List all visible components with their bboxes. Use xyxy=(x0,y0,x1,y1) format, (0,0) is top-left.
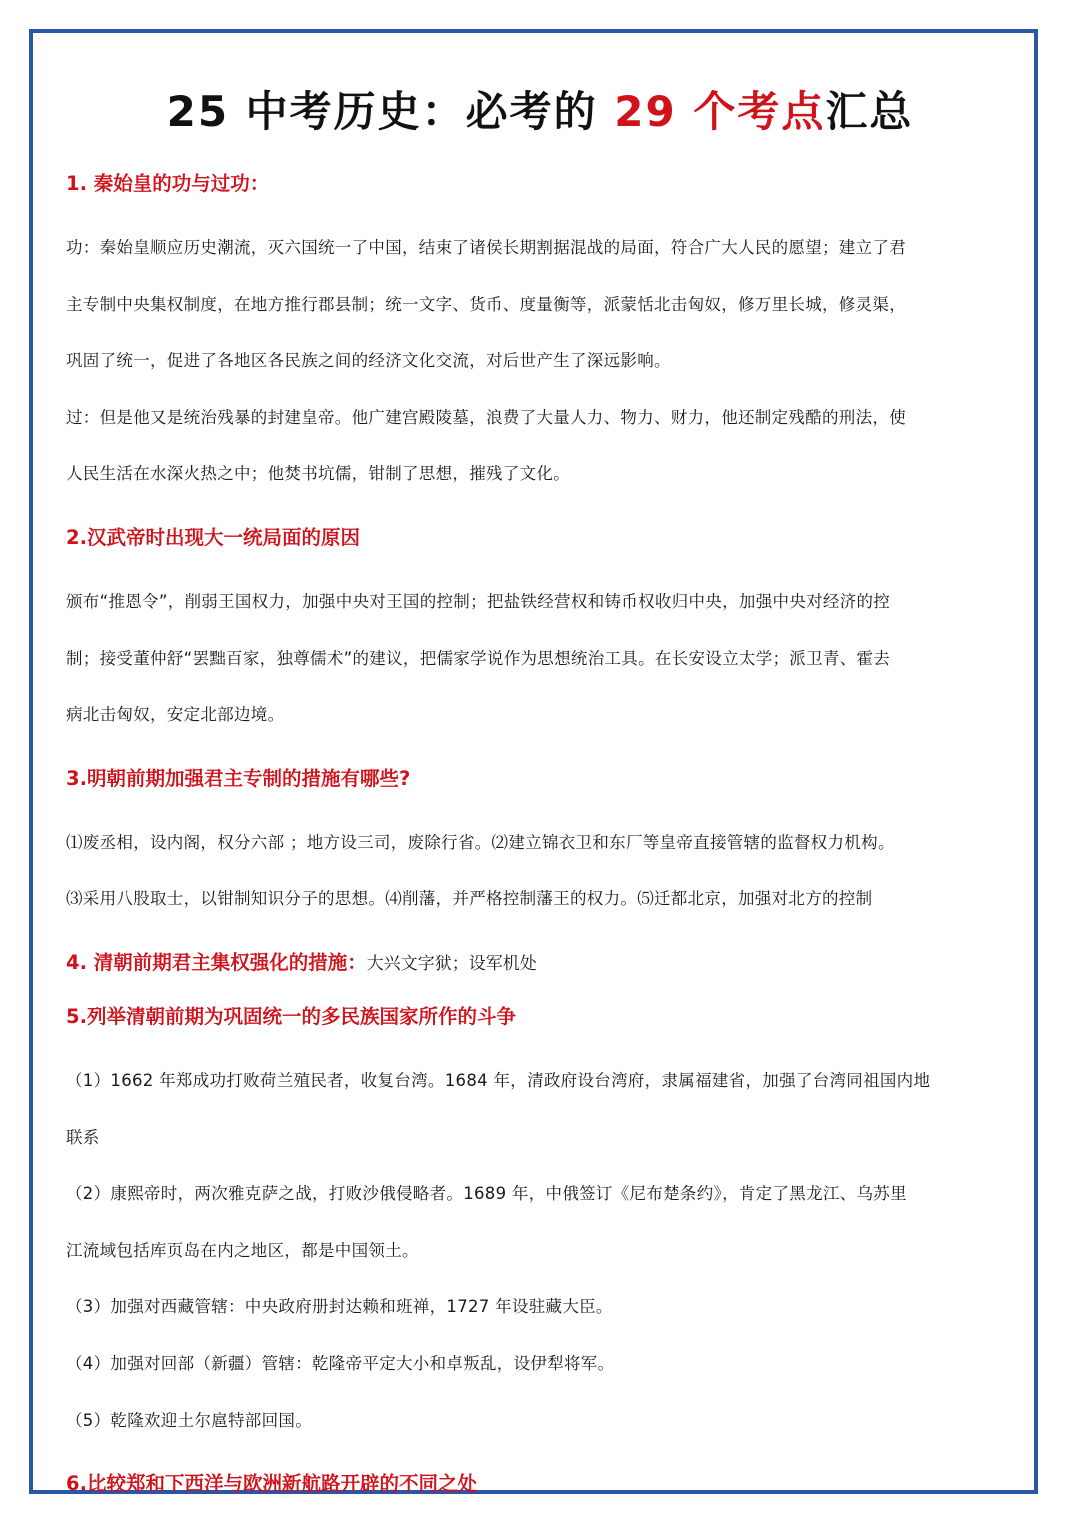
section-4-text: 大兴文字狱；设军机处 xyxy=(366,953,537,974)
section-5-line: （5）乾隆欢迎土尔扈特部回国。 xyxy=(66,1410,312,1430)
title-prefix: 25 中考历史：必考的 xyxy=(166,87,615,136)
section-2-heading: 2.汉武帝时出现大一统局面的原因 xyxy=(66,525,360,549)
section-3-line: ⑴废丞相，设内阁，权分六部 ；地方设三司，废除行省。⑵建立锦衣卫和东厂等皇帝直接管辖的监督权力机构。 xyxy=(66,832,895,852)
section-5-line: 联系 xyxy=(66,1127,100,1147)
section-1-heading: 1. 秦始皇的功与过功： xyxy=(66,172,270,195)
section-5-line: （4）加强对回部（新疆）管辖：乾隆帝平定大小和卓叛乱，设伊犁将军。 xyxy=(66,1353,615,1373)
section-2-line: 病北击匈奴，安定北部边境。 xyxy=(66,705,285,725)
page-title xyxy=(0,84,1080,140)
section-5-line: （3）加强对西藏管辖：中央政府册封达赖和班禅，1727 年设驻藏大臣。 xyxy=(66,1297,613,1317)
section-5-heading: 5.列举清朝前期为巩固统一的多民族国家所作的斗争 xyxy=(66,1004,516,1028)
section-1-line: 人民生活在水深火热之中；他焚书坑儒，钳制了思想，摧残了文化。 xyxy=(66,464,570,484)
section-3-heading: 3.明朝前期加强君主专制的措施有哪些? xyxy=(66,766,411,790)
section-5-line: 江流域包括库页岛在内之地区，都是中国领土。 xyxy=(66,1240,419,1260)
section-1-line: 巩固了统一，促进了各地区各民族之间的经济文化交流，对后世产生了深远影响。 xyxy=(66,351,671,371)
section-1-line: 主专制中央集权制度，在地方推行郡县制；统一文字、货币、度量衡等，派蒙恬北击匈奴，修万里长城，修灵渠， xyxy=(66,294,906,314)
section-5-line: （2）康熙帝时，两次雅克萨之战，打败沙俄侵略者。1689 年，中俄签订《尼布楚条约》，肯定了黑龙江、乌苏里 xyxy=(66,1184,907,1204)
section-1-line: 功：秦始皇顺应历史潮流，灭六国统一了中国，结束了诸侯长期割据混战的局面，符合广大人民的愿望；建立了君 xyxy=(66,238,906,257)
document-body xyxy=(66,164,1018,1503)
section-4-heading xyxy=(66,943,1018,982)
section-5-line: （1）1662 年郑成功打败荷兰殖民者，收复台湾。1684 年，清政府设台湾府，隶属福建省，加强了台湾同祖国内地 xyxy=(66,1070,931,1090)
title-suffix: 汇总 xyxy=(825,87,914,136)
section-2-line: 制；接受董仲舒“罢黜百家，独尊儒术”的建议，把儒家学说作为思想统治工具。在长安设立太学；派卫青、霍去 xyxy=(66,648,891,668)
section-4-title: 4. 清朝前期君主集权强化的措施： xyxy=(66,950,367,974)
section-2-line: 颁布“推恩令”，削弱王国权力，加强中央对王国的控制；把盐铁经营权和铸币权收归中央，加强中央对经济的控 xyxy=(66,591,891,611)
section-1-line: 过：但是他又是统治残暴的封建皇帝。他广建宫殿陵墓，浪费了大量人力、物力、财力，他还制定残酷的刑法，使 xyxy=(66,407,906,427)
section-6-heading: 6.比较郑和下西洋与欧洲新航路开辟的不同之处 xyxy=(66,1472,477,1496)
section-3-line: ⑶采用八股取士，以钳制知识分子的思想。⑷削藩，并严格控制藩王的权力。⑸迁都北京，加强对北方的控制 xyxy=(66,889,873,909)
title-highlight: 29 个考点 xyxy=(614,87,826,136)
